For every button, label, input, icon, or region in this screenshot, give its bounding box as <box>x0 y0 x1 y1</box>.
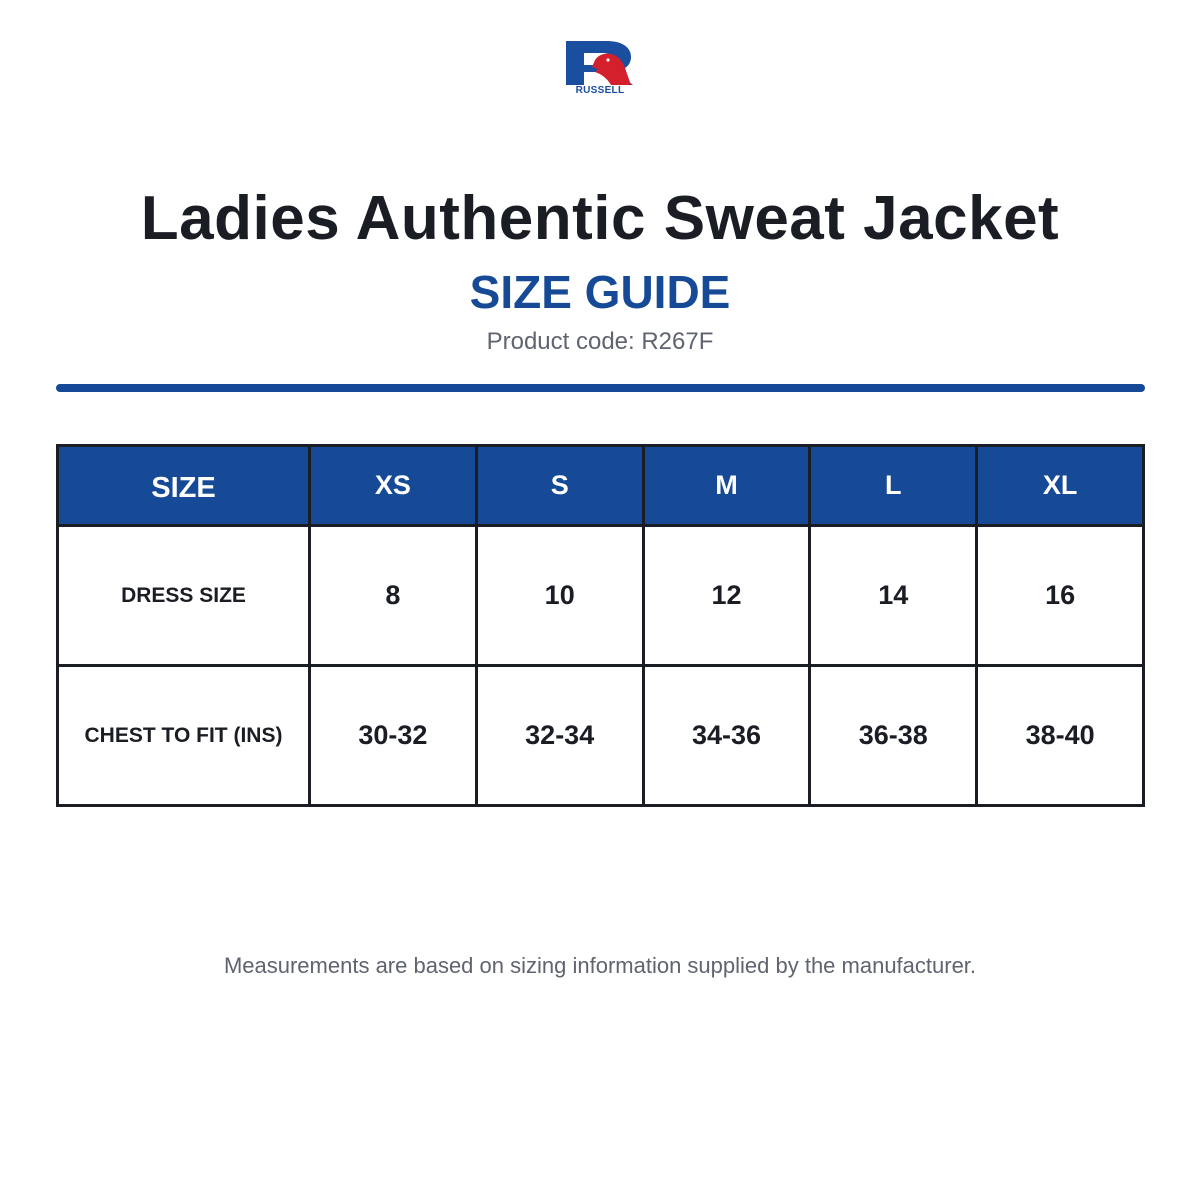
page-subtitle: SIZE GUIDE <box>469 266 731 318</box>
divider-rule <box>56 384 1145 392</box>
table-cell: 34-36 <box>643 666 810 806</box>
row-label-chest-to-fit: CHEST TO FIT (INS) <box>58 666 310 806</box>
table-cell: 30-32 <box>310 666 477 806</box>
russell-r-eagle-icon <box>565 40 635 86</box>
table-cell: 36-38 <box>810 666 977 806</box>
header-cell-xl: XL <box>977 446 1144 526</box>
footer-note: Measurements are based on sizing information supplied by the manufacturer. <box>223 953 977 978</box>
table-cell: 10 <box>476 526 643 666</box>
row-label-dress-size: DRESS SIZE <box>58 526 310 666</box>
table-cell: 12 <box>643 526 810 666</box>
brand-wordmark: RUSSELL <box>575 85 625 96</box>
table-row-chest-to-fit <box>58 666 1144 806</box>
table-cell: 16 <box>977 526 1144 666</box>
header-cell-l: L <box>810 446 977 526</box>
product-code: Product code: R267F <box>486 328 714 355</box>
table-cell: 32-34 <box>476 666 643 806</box>
page-title: Ladies Authentic Sweat Jacket <box>140 184 1060 253</box>
header-cell-size: SIZE <box>58 446 310 526</box>
header-cell-xs: XS <box>310 446 477 526</box>
table-cell: 38-40 <box>977 666 1144 806</box>
size-table-header-row <box>58 446 1144 526</box>
table-cell: 14 <box>810 526 977 666</box>
russell-logo <box>565 40 635 98</box>
header-cell-s: S <box>476 446 643 526</box>
size-table <box>56 444 1145 807</box>
header-cell-m: M <box>643 446 810 526</box>
table-row-dress-size <box>58 526 1144 666</box>
table-cell: 8 <box>310 526 477 666</box>
